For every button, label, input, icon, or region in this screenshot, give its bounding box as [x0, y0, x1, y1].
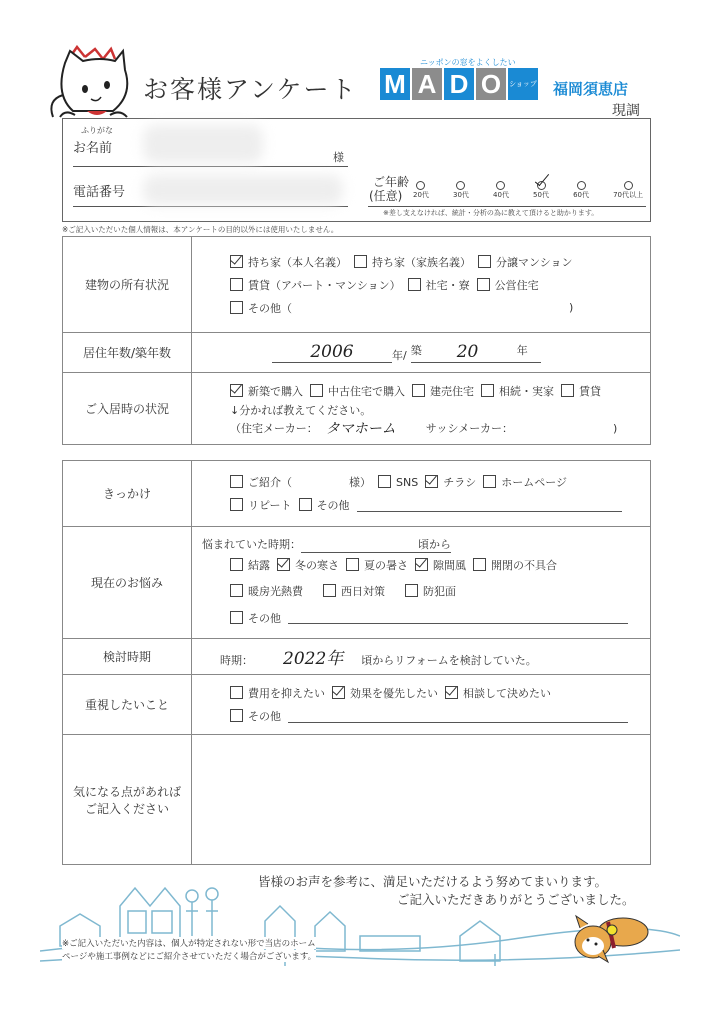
option-repeat[interactable]: リピート: [230, 497, 292, 513]
option-owned-self[interactable]: 持ち家（本人名義）: [230, 254, 347, 270]
age-option-30s[interactable]: 30代: [453, 181, 469, 200]
logo-letter: A: [412, 68, 442, 100]
cat-mascot-icon: [45, 45, 140, 125]
consider-prefix: 時期：: [220, 654, 253, 667]
option-drafts[interactable]: 隙間風: [415, 557, 466, 573]
page-title: お客様アンケート: [143, 75, 358, 104]
age-label: ご年齢: [373, 175, 410, 189]
consider-suffix: 頃からリフォームを検討していた。: [361, 654, 537, 667]
name-field[interactable]: [73, 165, 348, 167]
option-homepage[interactable]: ホームページ: [483, 474, 567, 490]
phone-field[interactable]: [73, 205, 348, 207]
thanks-line-2: ご記入いただきありがとうございました。: [397, 892, 635, 907]
option-west-sun[interactable]: 西日対策: [323, 583, 385, 599]
built-unit: 年: [516, 344, 528, 357]
shiba-dog-mascot-icon: [568, 910, 653, 965]
usage-note-1: ※ご記入いただいた内容は、個人が特定されない形で当店のホーム: [62, 939, 316, 949]
ownership-label: 建物の所有状況: [63, 237, 192, 333]
priority-other-field[interactable]: [288, 710, 628, 723]
age-option-40s[interactable]: 40代: [493, 181, 509, 200]
residence-year-field[interactable]: 2006: [272, 342, 392, 363]
referral-suffix: 様）: [349, 476, 371, 489]
store-name: 福岡須恵店: [553, 80, 629, 98]
option-rent[interactable]: 賃貸: [561, 383, 601, 399]
option-trigger-other[interactable]: その他: [299, 497, 350, 513]
furigana-label: ふりがな: [81, 126, 113, 135]
option-condo[interactable]: 分譲マンション: [478, 254, 573, 270]
move-in-label: ご入居時の状況: [63, 373, 192, 445]
privacy-note: ※ご記入いただいた個人情報は、本アンケートの目的以外には使用いたしません。: [62, 225, 339, 234]
logo-tagline: ニッポンの窓をよくしたい: [420, 58, 516, 67]
trigger-label: きっかけ: [63, 461, 192, 527]
option-other[interactable]: その他（: [230, 300, 292, 316]
option-referral[interactable]: ご紹介（: [230, 474, 292, 490]
option-new-build[interactable]: 新築で購入: [230, 383, 303, 399]
option-rental[interactable]: 賃貸（アパート・マンション）: [230, 277, 401, 293]
thanks-line-1: 皆様のお声を参考に、満足いただけるよう努めてまいります。: [258, 874, 608, 889]
sash-label: サッシメーカー：: [425, 422, 514, 435]
option-inherited[interactable]: 相続・実家: [481, 383, 554, 399]
option-flyer[interactable]: チラシ: [425, 474, 476, 490]
age-option-50s[interactable]: 50代: [533, 181, 549, 200]
redacted-phone: [143, 175, 343, 205]
consider-year-field[interactable]: 2022年: [283, 649, 344, 669]
years-label: 居住年数/築年数: [63, 333, 192, 373]
logo-suffix: ショップ: [508, 68, 538, 100]
reform-table: [62, 460, 651, 865]
option-heating-cost[interactable]: 暖房光熱費: [230, 583, 303, 599]
age-option-60s[interactable]: 60代: [573, 181, 589, 200]
option-summer-heat[interactable]: 夏の暑さ: [346, 557, 408, 573]
option-concern-other[interactable]: その他: [230, 610, 281, 626]
option-winter-cold[interactable]: 冬の寒さ: [277, 557, 339, 573]
priority-label: 重視したいこと: [63, 675, 192, 735]
age-optional-label: (任意): [369, 189, 403, 203]
trigger-other-field[interactable]: [357, 499, 622, 512]
age-options: [413, 181, 643, 200]
paren-close: ): [613, 421, 618, 435]
phone-label: 電話番号: [73, 185, 126, 200]
option-consult[interactable]: 相談して決めたい: [445, 685, 551, 701]
stamp-label: 現調: [612, 103, 640, 119]
concerns-label: 現在のお悩み: [63, 527, 192, 639]
option-sns[interactable]: SNS: [378, 475, 418, 489]
usage-note-2: ページや施工事例などにご紹介させていただく場合がございます。: [62, 952, 317, 962]
paren-close: ): [569, 301, 574, 314]
maker-hint: ↓分かれば教えてください。: [230, 404, 372, 417]
name-suffix: 様: [333, 151, 344, 164]
comments-label: 気になる点があれば ご記入ください: [63, 735, 192, 865]
age-option-70s-plus[interactable]: 70代以上: [613, 181, 643, 200]
age-option-20s[interactable]: 20代: [413, 181, 429, 200]
consider-label: 検討時期: [63, 639, 192, 675]
name-label: お名前: [73, 141, 113, 156]
mado-logo: [380, 68, 538, 100]
period-field[interactable]: 頃から: [301, 536, 451, 553]
option-company-housing[interactable]: 社宅・寮: [408, 277, 470, 293]
building-age-field[interactable]: 20: [456, 342, 479, 362]
logo-letter: M: [380, 68, 410, 100]
option-public-housing[interactable]: 公営住宅: [477, 277, 539, 293]
personal-info-box: [62, 118, 651, 222]
age-note: ※差し支えなければ、統計・分析の為に教えて頂けると助かります。: [383, 209, 599, 217]
option-owned-family[interactable]: 持ち家（家族名義）: [354, 254, 471, 270]
year-unit: 年/: [392, 349, 407, 362]
option-prioritize-effect[interactable]: 効果を優先したい: [332, 685, 438, 701]
maker-label: （住宅メーカー：: [230, 422, 318, 435]
redacted-name: [143, 125, 263, 163]
concern-other-field[interactable]: [288, 611, 628, 624]
option-condensation[interactable]: 結露: [230, 557, 270, 573]
option-used-house[interactable]: 中古住宅で購入: [310, 383, 405, 399]
option-opening-issue[interactable]: 開閉の不具合: [473, 557, 557, 573]
comments-field[interactable]: [192, 735, 651, 865]
property-table: [62, 236, 651, 445]
option-reduce-cost[interactable]: 費用を抑えたい: [230, 685, 325, 701]
option-security[interactable]: 防犯面: [405, 583, 456, 599]
logo-letter: O: [476, 68, 506, 100]
house-maker-field[interactable]: タマホーム: [325, 421, 396, 437]
logo-letter: D: [444, 68, 474, 100]
option-priority-other[interactable]: その他: [230, 708, 281, 724]
period-label: 悩まれていた時期：: [202, 538, 301, 551]
option-ready-built[interactable]: 建売住宅: [412, 383, 474, 399]
built-prefix: 築: [410, 344, 422, 357]
